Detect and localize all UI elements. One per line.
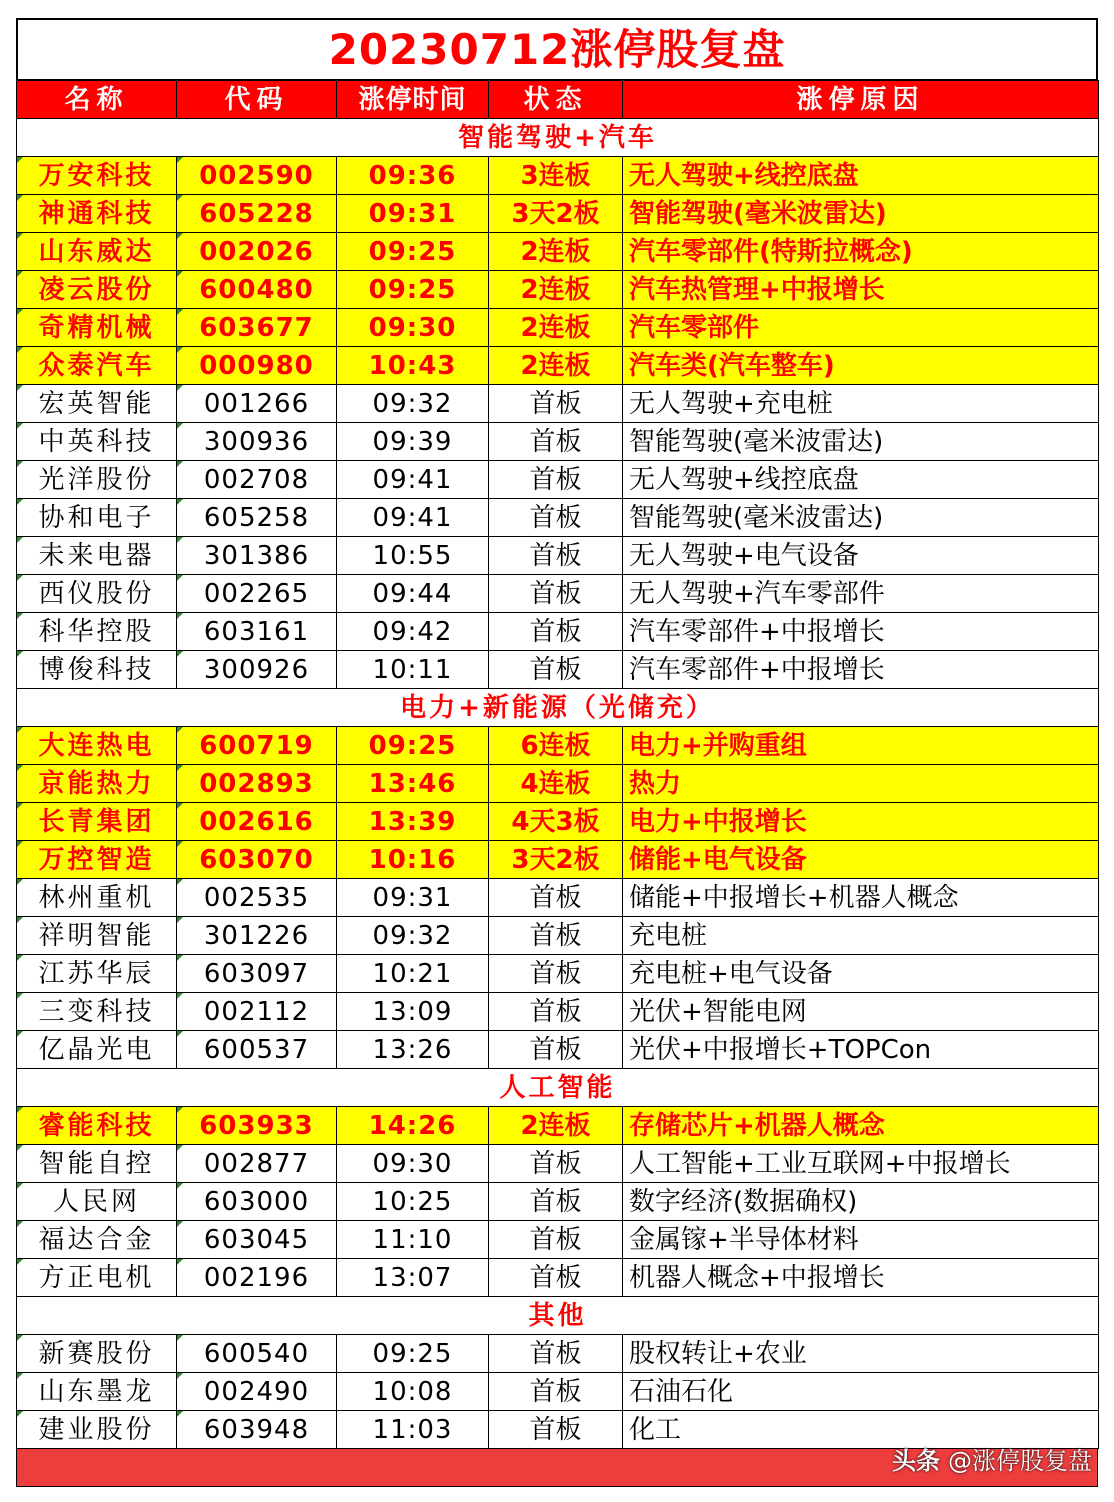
stock-name-cell: 江苏华辰 xyxy=(17,955,177,993)
table-row xyxy=(17,233,1099,271)
table-row xyxy=(17,537,1099,575)
limit-up-time-cell: 09:25 xyxy=(337,1335,489,1373)
stock-code-cell: 001266 xyxy=(177,385,337,423)
table-row xyxy=(17,803,1099,841)
stock-name-cell: 睿能科技 xyxy=(17,1107,177,1145)
table-row xyxy=(17,651,1099,689)
limit-up-time-cell: 09:32 xyxy=(337,385,489,423)
stock-name-cell: 祥明智能 xyxy=(17,917,177,955)
board-status-cell: 3天2板 xyxy=(489,195,623,233)
stock-name-cell: 神通科技 xyxy=(17,195,177,233)
stock-name-cell: 中英科技 xyxy=(17,423,177,461)
limit-up-time-cell: 13:09 xyxy=(337,993,489,1031)
board-status-cell: 首板 xyxy=(489,879,623,917)
limit-up-time-cell: 10:11 xyxy=(337,651,489,689)
table-row xyxy=(17,1335,1099,1373)
stock-name-cell: 建业股份 xyxy=(17,1411,177,1449)
stock-code-cell: 301386 xyxy=(177,537,337,575)
table-row xyxy=(17,157,1099,195)
column-header-status: 状态 xyxy=(489,81,623,119)
table-row xyxy=(17,461,1099,499)
limit-up-time-cell: 10:21 xyxy=(337,955,489,993)
stock-code-cell: 002590 xyxy=(177,157,337,195)
header-row xyxy=(17,81,1099,119)
table-row xyxy=(17,385,1099,423)
limit-up-reason-cell: 数字经济(数据确权) xyxy=(623,1183,1099,1221)
board-status-cell: 首板 xyxy=(489,1221,623,1259)
limit-up-time-cell: 09:25 xyxy=(337,271,489,309)
limit-up-time-cell: 09:44 xyxy=(337,575,489,613)
table-body xyxy=(17,119,1099,1449)
column-header-reason: 涨停原因 xyxy=(623,81,1099,119)
stock-code-cell: 600480 xyxy=(177,271,337,309)
stock-code-cell: 603677 xyxy=(177,309,337,347)
stock-name-cell: 林州重机 xyxy=(17,879,177,917)
section-header-row xyxy=(17,1069,1099,1107)
board-status-cell: 首板 xyxy=(489,1183,623,1221)
limit-up-reason-cell: 石油石化 xyxy=(623,1373,1099,1411)
board-status-cell: 首板 xyxy=(489,917,623,955)
board-status-cell: 2连板 xyxy=(489,271,623,309)
sheet-title: 20230712涨停股复盘 xyxy=(16,18,1098,80)
limit-up-time-cell: 09:36 xyxy=(337,157,489,195)
source-watermark xyxy=(892,1441,1092,1476)
limit-up-time-cell: 13:07 xyxy=(337,1259,489,1297)
table-row xyxy=(17,195,1099,233)
stock-name-cell: 未来电器 xyxy=(17,537,177,575)
stock-name-cell: 山东威达 xyxy=(17,233,177,271)
board-status-cell: 首板 xyxy=(489,613,623,651)
stock-code-cell: 605258 xyxy=(177,499,337,537)
limit-up-time-cell: 09:25 xyxy=(337,233,489,271)
stock-name-cell: 光洋股份 xyxy=(17,461,177,499)
stock-code-cell: 002893 xyxy=(177,765,337,803)
board-status-cell: 3连板 xyxy=(489,157,623,195)
limit-up-time-cell: 10:43 xyxy=(337,347,489,385)
section-header-label: 智能驾驶+汽车 xyxy=(17,119,1099,157)
stock-name-cell: 智能自控 xyxy=(17,1145,177,1183)
board-status-cell: 首板 xyxy=(489,1031,623,1069)
stock-code-cell: 603948 xyxy=(177,1411,337,1449)
limit-up-time-cell: 09:25 xyxy=(337,727,489,765)
limit-up-time-cell: 09:41 xyxy=(337,461,489,499)
limit-up-time-cell: 09:30 xyxy=(337,1145,489,1183)
board-status-cell: 2连板 xyxy=(489,347,623,385)
stock-code-cell: 002708 xyxy=(177,461,337,499)
table-row xyxy=(17,575,1099,613)
table-row xyxy=(17,347,1099,385)
stock-code-cell: 300926 xyxy=(177,651,337,689)
stock-name-cell: 万安科技 xyxy=(17,157,177,195)
limit-up-time-cell: 13:46 xyxy=(337,765,489,803)
limit-up-reason-cell: 光伏+中报增长+TOPCon xyxy=(623,1031,1099,1069)
limit-up-reason-cell: 汽车零部件 xyxy=(623,309,1099,347)
stock-code-cell: 002026 xyxy=(177,233,337,271)
board-status-cell: 首板 xyxy=(489,955,623,993)
limit-up-reason-cell: 智能驾驶(毫米波雷达) xyxy=(623,423,1099,461)
stock-name-cell: 凌云股份 xyxy=(17,271,177,309)
stock-code-cell: 002490 xyxy=(177,1373,337,1411)
section-header-row xyxy=(17,119,1099,157)
limit-up-reason-cell: 汽车零部件+中报增长 xyxy=(623,651,1099,689)
limit-up-table xyxy=(16,80,1099,1449)
limit-up-time-cell: 09:31 xyxy=(337,879,489,917)
board-status-cell: 首板 xyxy=(489,651,623,689)
limit-up-reason-cell: 存储芯片+机器人概念 xyxy=(623,1107,1099,1145)
board-status-cell: 首板 xyxy=(489,1145,623,1183)
stock-code-cell: 605228 xyxy=(177,195,337,233)
table-row xyxy=(17,1373,1099,1411)
table-row xyxy=(17,841,1099,879)
stock-code-cell: 002265 xyxy=(177,575,337,613)
limit-up-time-cell: 10:25 xyxy=(337,1183,489,1221)
board-status-cell: 首板 xyxy=(489,499,623,537)
board-status-cell: 首板 xyxy=(489,461,623,499)
board-status-cell: 首板 xyxy=(489,385,623,423)
table-row xyxy=(17,765,1099,803)
limit-up-reason-cell: 金属镓+半导体材料 xyxy=(623,1221,1099,1259)
limit-up-reason-cell: 化工 xyxy=(623,1411,1099,1449)
stock-name-cell: 众泰汽车 xyxy=(17,347,177,385)
limit-up-reason-cell: 机器人概念+中报增长 xyxy=(623,1259,1099,1297)
board-status-cell: 3天2板 xyxy=(489,841,623,879)
stock-code-cell: 600719 xyxy=(177,727,337,765)
stock-name-cell: 宏英智能 xyxy=(17,385,177,423)
board-status-cell: 首板 xyxy=(489,423,623,461)
column-header-name: 名称 xyxy=(17,81,177,119)
limit-up-reason-cell: 汽车零部件+中报增长 xyxy=(623,613,1099,651)
column-header-code: 代码 xyxy=(177,81,337,119)
limit-up-reason-cell: 无人驾驶+线控底盘 xyxy=(623,461,1099,499)
table-row xyxy=(17,1107,1099,1145)
table-row xyxy=(17,1183,1099,1221)
stock-name-cell: 奇精机械 xyxy=(17,309,177,347)
limit-up-time-cell: 11:10 xyxy=(337,1221,489,1259)
stock-name-cell: 科华控股 xyxy=(17,613,177,651)
board-status-cell: 首板 xyxy=(489,1335,623,1373)
limit-up-reason-cell: 无人驾驶+线控底盘 xyxy=(623,157,1099,195)
section-header-label: 人工智能 xyxy=(17,1069,1099,1107)
limit-up-reason-cell: 光伏+智能电网 xyxy=(623,993,1099,1031)
table-row xyxy=(17,271,1099,309)
stock-code-cell: 002196 xyxy=(177,1259,337,1297)
limit-up-time-cell: 10:16 xyxy=(337,841,489,879)
table-row xyxy=(17,993,1099,1031)
stock-name-cell: 人民网 xyxy=(17,1183,177,1221)
section-header-row xyxy=(17,1297,1099,1335)
limit-up-reason-cell: 汽车热管理+中报增长 xyxy=(623,271,1099,309)
board-status-cell: 2连板 xyxy=(489,309,623,347)
board-status-cell: 首板 xyxy=(489,993,623,1031)
limit-up-reason-cell: 充电桩+电气设备 xyxy=(623,955,1099,993)
board-status-cell: 6连板 xyxy=(489,727,623,765)
stock-code-cell: 600537 xyxy=(177,1031,337,1069)
limit-up-reason-cell: 股权转让+农业 xyxy=(623,1335,1099,1373)
stock-name-cell: 山东墨龙 xyxy=(17,1373,177,1411)
stock-code-cell: 002616 xyxy=(177,803,337,841)
stock-name-cell: 博俊科技 xyxy=(17,651,177,689)
limit-up-time-cell: 09:31 xyxy=(337,195,489,233)
board-status-cell: 首板 xyxy=(489,1411,623,1449)
section-header-label: 电力+新能源（光储充） xyxy=(17,689,1099,727)
board-status-cell: 首板 xyxy=(489,1373,623,1411)
stock-code-cell: 002112 xyxy=(177,993,337,1031)
stock-code-cell: 301226 xyxy=(177,917,337,955)
table-row xyxy=(17,1145,1099,1183)
board-status-cell: 4天3板 xyxy=(489,803,623,841)
limit-up-time-cell: 10:08 xyxy=(337,1373,489,1411)
stock-code-cell: 603045 xyxy=(177,1221,337,1259)
stock-name-cell: 方正电机 xyxy=(17,1259,177,1297)
board-status-cell: 首板 xyxy=(489,575,623,613)
stock-name-cell: 三变科技 xyxy=(17,993,177,1031)
stock-code-cell: 002877 xyxy=(177,1145,337,1183)
limit-up-reason-cell: 汽车类(汽车整车) xyxy=(623,347,1099,385)
stock-code-cell: 603070 xyxy=(177,841,337,879)
limit-up-time-cell: 09:42 xyxy=(337,613,489,651)
limit-up-reason-cell: 电力+中报增长 xyxy=(623,803,1099,841)
limit-up-reason-cell: 充电桩 xyxy=(623,917,1099,955)
stock-name-cell: 西仪股份 xyxy=(17,575,177,613)
table-row xyxy=(17,309,1099,347)
stock-name-cell: 京能热力 xyxy=(17,765,177,803)
table-row xyxy=(17,1259,1099,1297)
limit-up-reason-cell: 无人驾驶+充电桩 xyxy=(623,385,1099,423)
limit-up-reason-cell: 无人驾驶+汽车零部件 xyxy=(623,575,1099,613)
limit-up-reason-cell: 热力 xyxy=(623,765,1099,803)
limit-up-time-cell: 11:03 xyxy=(337,1411,489,1449)
limit-up-time-cell: 09:32 xyxy=(337,917,489,955)
stock-name-cell: 福达合金 xyxy=(17,1221,177,1259)
stock-code-cell: 603933 xyxy=(177,1107,337,1145)
stock-code-cell: 603161 xyxy=(177,613,337,651)
watermark-text: @涨停股复盘 xyxy=(948,1447,1092,1475)
limit-up-reason-cell: 电力+并购重组 xyxy=(623,727,1099,765)
stock-code-cell: 603000 xyxy=(177,1183,337,1221)
stock-name-cell: 万控智造 xyxy=(17,841,177,879)
limit-up-review-sheet xyxy=(16,18,1098,1487)
limit-up-reason-cell: 无人驾驶+电气设备 xyxy=(623,537,1099,575)
stock-name-cell: 协和电子 xyxy=(17,499,177,537)
table-row xyxy=(17,1221,1099,1259)
section-header-label: 其他 xyxy=(17,1297,1099,1335)
table-row xyxy=(17,1031,1099,1069)
table-row xyxy=(17,499,1099,537)
board-status-cell: 2连板 xyxy=(489,1107,623,1145)
column-header-time: 涨停时间 xyxy=(337,81,489,119)
board-status-cell: 2连板 xyxy=(489,233,623,271)
limit-up-time-cell: 09:30 xyxy=(337,309,489,347)
limit-up-reason-cell: 智能驾驶(毫米波雷达) xyxy=(623,499,1099,537)
stock-code-cell: 002535 xyxy=(177,879,337,917)
stock-code-cell: 600540 xyxy=(177,1335,337,1373)
stock-code-cell: 000980 xyxy=(177,347,337,385)
table-row xyxy=(17,613,1099,651)
limit-up-reason-cell: 人工智能+工业互联网+中报增长 xyxy=(623,1145,1099,1183)
stock-code-cell: 603097 xyxy=(177,955,337,993)
limit-up-time-cell: 13:39 xyxy=(337,803,489,841)
section-header-row xyxy=(17,689,1099,727)
table-row xyxy=(17,423,1099,461)
limit-up-reason-cell: 智能驾驶(毫米波雷达) xyxy=(623,195,1099,233)
table-row xyxy=(17,955,1099,993)
table-row xyxy=(17,917,1099,955)
board-status-cell: 4连板 xyxy=(489,765,623,803)
limit-up-reason-cell: 储能+电气设备 xyxy=(623,841,1099,879)
stock-name-cell: 新赛股份 xyxy=(17,1335,177,1373)
limit-up-time-cell: 09:39 xyxy=(337,423,489,461)
stock-name-cell: 亿晶光电 xyxy=(17,1031,177,1069)
limit-up-reason-cell: 储能+中报增长+机器人概念 xyxy=(623,879,1099,917)
stock-name-cell: 大连热电 xyxy=(17,727,177,765)
stock-code-cell: 300936 xyxy=(177,423,337,461)
limit-up-reason-cell: 汽车零部件(特斯拉概念) xyxy=(623,233,1099,271)
table-row xyxy=(17,879,1099,917)
board-status-cell: 首板 xyxy=(489,537,623,575)
limit-up-time-cell: 14:26 xyxy=(337,1107,489,1145)
limit-up-time-cell: 13:26 xyxy=(337,1031,489,1069)
limit-up-time-cell: 10:55 xyxy=(337,537,489,575)
table-row xyxy=(17,727,1099,765)
board-status-cell: 首板 xyxy=(489,1259,623,1297)
watermark-prefix: 头条 xyxy=(892,1447,940,1475)
limit-up-time-cell: 09:41 xyxy=(337,499,489,537)
stock-name-cell: 长青集团 xyxy=(17,803,177,841)
